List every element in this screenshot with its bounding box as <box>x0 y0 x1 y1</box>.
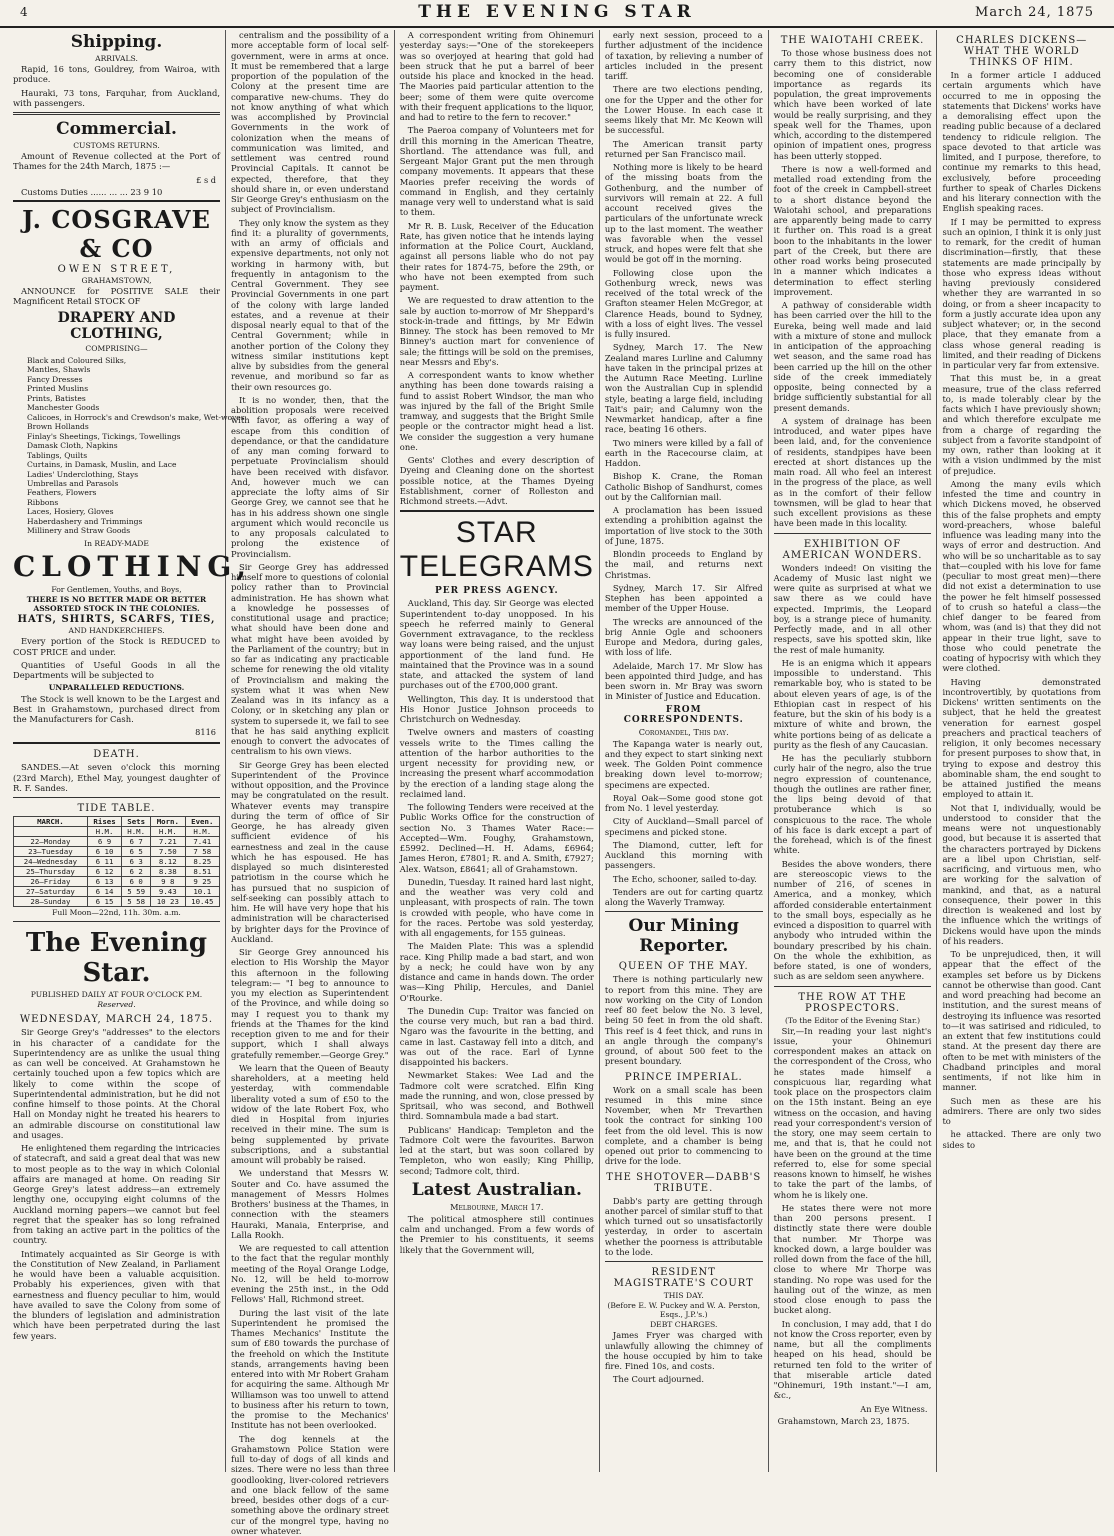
ad-item: Mantles, Shawls <box>27 365 220 374</box>
tide-subheader: H.M. <box>122 827 151 837</box>
article-paragraph: Gents' Clothes and every description of Dyeing and Cleaning done on the shortest possible notice, at the Thames Dyeing Establishment, corner of Rolleston and Richmond streets.—Advt. <box>400 455 594 506</box>
ad-item: Prints, Batistes <box>27 394 220 403</box>
article-paragraph: A correspondent wants to know whether anything has been done towards raising a fund to assist Robert Windsor, the man who was injured by the fall of the Bright Smile tramway, and suggests that the Bright Smile people or the contractor might head a list. We consider the suggestion a very humane one. <box>400 370 594 452</box>
tide-cell: 6 14 <box>87 887 121 897</box>
article-paragraph: Sydney, March 17. The New Zealand mares Lurline and Calumny have taken in the principal prizes at the Autumn Race Meeting. Lurline won the Australian Cup in splendid style, beating a large field, including Tait's pair; and Calumny won the Newmarket handicap, after a fine race, beating 16 others. <box>605 342 763 434</box>
letter-place: Grahamstown, March 23, 1875. <box>778 1416 928 1426</box>
article-paragraph: During the last visit of the late Superintendent he promised the Thames Mechanics' Institute the sum of £80 towards the purchase of the freehold on which the Institute stands, arrangements having been entered into with Mr Robert Graham for acquiring the same. Although Mr Williamson was too unwell to attend to business after his return to town, the promise to the Mechanics' Institute has not been overlooked. <box>231 1308 389 1431</box>
tide-cell: 22—Monday <box>14 837 88 847</box>
tide-cell: 6 15 <box>87 897 121 907</box>
shotover-heading: THE SHOTOVER—DABB'S TRIBUTE. <box>605 1172 763 1194</box>
ad-item: Brown Hollands <box>27 422 220 431</box>
column-3 <box>395 30 600 1472</box>
tide-cell: 26—Friday <box>14 877 88 887</box>
commercial-heading: Commercial. <box>13 119 220 139</box>
article-paragraph: Among the many evils which infested the time and country in which Dickens moved, he observed this of the false prophets and empty word-preachers, whose baleful influence was leading many into the ways of error and destruction. And who will be so uncharitable as to say that—coupled with his love for fame (peculiar to most great men)—there did not exist a determination to use the power he felt himself possessed of to crush so hateful a class—the chief danger to be feared from whom, was (and is) that they did not appear in their true light, save to those who could penetrate the coating of hypocrisy with which they were clothed. <box>942 479 1101 674</box>
editorial-date: WEDNESDAY, MARCH 24, 1875. <box>13 1014 220 1025</box>
article-paragraph: centralism and the possibility of a more acceptable form of local self-government, were in arms at once. It must be remembered that a large proportion of the population of the Colony at the present time are comparative new-chums. They do not know anything of what which was accomplished by Provincial Governments in the work of colonization when the means of communication was limited, and settlement was centred round Provincial Capitals. It cannot be expected, therefore, that they should share in, or even understand Sir George Grey's enthusiasm on the subject of Provincialism. <box>231 30 389 215</box>
tide-cell: 6 3 <box>122 857 151 867</box>
tide-cell: 5 59 <box>122 887 151 897</box>
customs-units: £ s d <box>17 175 216 185</box>
tide-col-header: Morn. <box>151 817 185 827</box>
article-paragraph: He has the peculiarly stubborn curly hair of the negro, also the true negro expression of countenance, though the outlines are rather finer, the lips being devoid of that protuberance which is so conspicuous to the race. The whole of his face is dark except a part of the forehead, which is of the finest white. <box>774 753 932 856</box>
ad-town: GRAHAMSTOWN, <box>13 276 220 285</box>
mining-reporter-heading: Our Mining Reporter. <box>605 916 763 956</box>
article-paragraph: In a former article I adduced certain arguments which have occurred to me in opposing the statements that Dickens' works have a demoralising effect upon the reading public because of a declared tendency to ridicule religion. The space devoted to that article was limited, and I purpose, therefore, to continue my remarks to this head, exclusively, before proceeding further to speak of Charles Dickens and his literary connection with the English speaking races. <box>942 70 1101 214</box>
prince-imperial-heading: PRINCE IMPERIAL. <box>605 1072 763 1083</box>
shipping-heading: Shipping. <box>13 32 220 52</box>
ad-item: Fancy Dresses <box>27 375 220 384</box>
column-6 <box>937 30 1106 1472</box>
ad-item: Calicoes, in Horrock's and Crewdson's make, Wet-woves <box>27 413 220 422</box>
article-paragraph: early next session, proceed to a further adjustment of the incidence of taxation, by relieving a number of articles included in the present tariff. <box>605 30 763 81</box>
waiotahi-heading: THE WAIOTAHI CREEK. <box>774 35 932 46</box>
editorial-paragraph: Sir George Grey's "addresses" to the electors in his character of a candidate for the Superintendency are as unlike the usual thing as can well be conceived. At Grahamstown he certainly touched upon a few topics which are likely to come within the scope of Superintendental administration, but he did not confine himself to those points. At the Choral Hall on Monday night he treated his hearers to an admirable discourse on constitutional law and usages. <box>13 1027 220 1140</box>
article-paragraph: Nothing more is likely to be heard of the missing boats from the Gothenburg, and the number of survivors will remain at 22. A full account received gives the particulars of the unfortunate wreck up to the last moment. The weather was favorable when the vessel struck, and hopes were felt that she would be got off in the morning. <box>605 162 763 265</box>
prospectors-subheading: (To the Editor of the Evening Star.) <box>774 1016 932 1025</box>
article-paragraph: There is nothing particularly new to report from this mine. They are now working on the City of London reef 80 feet below the No. 3 level, being 50 feet in from the old shaft. This reef is 4 feet thick, and runs in an angle through the company's ground, of about 500 feet to the present boundary. <box>605 974 763 1066</box>
queen-of-may-heading: QUEEN OF THE MAY. <box>605 961 763 972</box>
tide-cell: 7 58 <box>185 847 219 857</box>
editorial-paragraph: Intimately acquainted as Sir George is with the Constitution of New Zealand, in Parliament he would have been a valuable acquisition. Probably his experiences, given with that earnestness and fluency peculiar to him, would have availed to save the Colony from some of the blunders of legislation and administration which have been perpetrated during the last few years. <box>13 1249 220 1341</box>
tide-subheader: H.M. <box>185 827 219 837</box>
article-paragraph: To be unprejudiced, then, it will appear that the effect of the examples set before us by Dickens cannot be otherwise than good. Cant and word preaching had become an institution, and the surest means of destroying its influence was resorted to—it was satirised and ridiculed, to an extent that few institutions could stand. At the present day there are often to be met with ministers of the Chadband principles and moral sentiments, if not like him in manner. <box>942 949 1101 1093</box>
letter-paragraph: He states there were not more than 200 persons present. I distinctly state there were double that number. Mr Thorpe was knocked down, a large boulder was rolled down from the face of the hill, close to where Mr Thorpe was standing. No rope was used for the hauling out of the winze, as men stood close enough to pass the bucket along. <box>774 1203 932 1316</box>
tide-subheader: H.M. <box>151 827 185 837</box>
column-2 <box>226 30 395 1472</box>
article-paragraph: Royal Oak—Some good stone got from No. 1 level yesterday. <box>605 793 763 814</box>
tide-cell: 10 23 <box>151 897 185 907</box>
star-nameplate: The Evening Star. <box>13 928 220 988</box>
tide-cell: 6 7 <box>122 837 151 847</box>
ad-announce: ANNOUNCE for POSITIVE SALE their Magnificent Retail STOCK OF <box>13 286 220 307</box>
ad-stock: The Stock is well known to be the Largest and Best in Grahamstown, purchased direct from the Manufacturers for Cash. <box>13 694 220 725</box>
shipping-item: Hauraki, 73 tons, Farquhar, from Auckland, with passengers. <box>13 88 220 109</box>
article-paragraph: The Paeroa company of Volunteers met for drill this morning in the American Theatre, Shortland. The attendance was full, and Sergeant Major Grant put the men through company movements. It appears that these Maories prefer receiving the words of command in English, and they certainly manage very well to understand what is said to them. <box>400 125 594 217</box>
article-paragraph: Tenders are out for carting quartz along the Waverly Tramway. <box>605 887 763 908</box>
star-reserved: Reserved. <box>13 1000 220 1009</box>
masthead <box>0 0 1114 28</box>
tide-cell: 6 10 <box>87 847 121 857</box>
article-paragraph: Sir George Grey has been elected Superintendent of the Province without opposition, and the Province may be congratulated on the result. Whatever events may transpire during the term of office of Sir George, he has already given sufficient evidence of his earnestness and zeal in the cause which he has espoused. He has displayed so much disinterested patriotism in the course which he has pursued that no suspicion of self-seeking can possibly attach to him. He will have very hope that his administration will be characterised by brighter days for the Province of Auckland. <box>231 760 389 945</box>
article-paragraph: We are requested to draw attention to the sale by auction to-morrow of Mr Sheppard's stock-in-trade and fittings, by Mr Edwin Binney. The stock has been removed to Mr Binney's auction mart for convenience of sale; the fittings will be sold on the premises, near Messrs and Eby's. <box>400 295 594 367</box>
letter-paragraph: Sir,—In reading your last night's issue, your Ohinemuri correspondent makes an attack on the correspondent of the Cross, who he states made himself a conspicuous liar, regarding what took place on the prospectors claim on the 15th instant. Being an eye witness on the occasion, and having read your correspondent's version of the story, one may seem certain to me, and that is, that he could not have been on the ground at the time referred to, else for some special reasons known to himself, he wishes to take the part of the lambs, of whom he is likely one. <box>774 1026 932 1200</box>
ad-item-list <box>27 356 220 536</box>
ad-comprising: COMPRISING— <box>13 344 220 353</box>
telegram-paragraph: Publicans' Handicap: Templeton and the Tadmore Colt were the favourites. Barwon led at the start, but was soon collared by Templeton, who won easily; King Phillip, second; Tadmore colt, third. <box>400 1125 594 1176</box>
column-1 <box>8 30 226 1472</box>
table-row <box>14 887 220 897</box>
ad-street: OWEN STREET, <box>13 264 220 275</box>
tide-heading: TIDE TABLE. <box>13 803 220 814</box>
telegram-paragraph: The Dunedin Cup: Traitor was fancied on the course very much, but ran a bad third. Ngaro was the favourite in the betting, and came in last. Castaway fell into a ditch, and was out of the race. Earl of Lynne disappointed his backers. <box>400 1006 594 1068</box>
ad-item: Laces, Hosiery, Gloves <box>27 507 220 516</box>
tide-cell: 6 9 <box>87 837 121 847</box>
letter-paragraph: In conclusion, I may add, that I do not know the Cross reporter, even by name, but all the compliments heaped on his head, should be returned ten fold to the writer of that miserable article dated "Ohinemuri, 19th instant."—I am, &c., <box>774 1319 932 1401</box>
ad-handkerchiefs: AND HANDKERCHIEFS. <box>13 626 220 635</box>
ad-item: Ladies' Underclothing, Stays <box>27 470 220 479</box>
ad-hats: HATS, SHIRTS, SCARFS, TIES, <box>13 614 220 625</box>
telegram-paragraph: Dunedin, Tuesday. It rained hard last night, and the weather was very cold and unpleasant, with prospects of rain. The town is crowded with people, who have come in for the races. Pertobe was sold yesterday, with all engagements, for 155 guineas. <box>400 877 594 939</box>
article-paragraph: City of Auckland—Small parcel of specimens and picked stone. <box>605 816 763 837</box>
telegrams-subheading: PER PRESS AGENCY. <box>400 586 594 596</box>
tide-cell: 23—Tuesday <box>14 847 88 857</box>
table-row <box>14 857 220 867</box>
ad-better: THERE IS NO BETTER MADE OR BETTER ASSORTED STOCK IN THE COLONIES. <box>13 595 220 613</box>
latest-dateline: Melbourne, March 17. <box>400 1202 594 1212</box>
ad-for: For Gentlemen, Youths, and Boys, <box>13 585 220 594</box>
article-paragraph: To those whose business does not carry them to this district, now becoming one of considerable importance as regards its population, the great improvements which have been worked of late would be really surprising, and they speak well for the Thames, upon which, according to the distempered opinion of impatient ones, progress has been utterly stopped. <box>774 48 932 161</box>
tide-cell: 7.41 <box>185 837 219 847</box>
article-paragraph: A correspondent writing from Ohinemuri yesterday says:—"One of the storekeepers was so overjoyed at hearing that gold had been struck that he put a barrel of beer outside his place and knocked in the head. The Maories paid particular attention to the beer; some of them were quite overcome with their frequent applications to the liquor, and had to retire to the fern to recover." <box>400 30 594 122</box>
tide-table <box>13 816 220 907</box>
tide-cell: 8.51 <box>185 867 219 877</box>
ad-clothing: CLOTHING, <box>13 550 220 583</box>
cosgrave-advertisement <box>13 200 220 744</box>
correspondents-heading: FROM CORRESPONDENTS. <box>605 705 763 725</box>
column-5 <box>769 30 938 1472</box>
telegram-paragraph: Auckland, This day. Sir George was elected Superintendent to-day unopposed. In his speech he referred mainly to General Government extravagance, to the reckless way loans were being raised, and the unjust apportionment of the land fund. He maintained that the Province was in a sound state, and attacked the system of land purchases out of the £700,000 grant. <box>400 598 594 690</box>
tide-col-header: Even. <box>185 817 219 827</box>
article-paragraph: The Kapanga water is nearly out, and they expect to start sinking next week. The Golden Point commence breaking down level to-morrow; specimens are expected. <box>605 739 763 790</box>
article-paragraph: We understand that Messrs W. Souter and Co. have assumed the management of Messrs Holmes Brothers' business at the Thames, in connection with the steamers Hauraki, Manaia, Enterprise, and Lalla Rookh. <box>231 1168 389 1240</box>
article-paragraph: It is no wonder, then, that the abolition proposals were received with favor, as offering a way of escape from this condition of dependance, or that the candidature of any man coming forward to perpetuate Provincialism should have been received with disfavor. And, however much we can appreciate the lofty aims of Sir George Grey, we cannot see that he has in his address shown one single argument which would reconcile us to any proposals calculated to prolong the existence of Provincialism. <box>231 395 389 559</box>
tide-cell: 9 25 <box>185 877 219 887</box>
table-row <box>14 837 220 847</box>
tide-cell: 8.12 <box>151 857 185 867</box>
ad-ready-made: In READY-MADE <box>13 539 220 548</box>
court-day: THIS DAY. <box>605 1291 763 1300</box>
shipping-item: Rapid, 16 tons, Gouldrey, from Wairoa, with produce. <box>13 64 220 85</box>
ad-item: Black and Coloured Silks, <box>27 356 220 365</box>
star-published: PUBLISHED DAILY AT FOUR O'CLOCK P.M. <box>13 990 220 999</box>
article-paragraph: Such men as these are his admirers. There are only two sides to <box>942 1096 1101 1127</box>
letter-signature: An Eye Witness. <box>778 1404 928 1414</box>
tide-cell: 5 58 <box>122 897 151 907</box>
telegram-paragraph: Newmarket Stakes: Wee Lad and the Tadmore colt were scratched. Elfin King made the running, and won, close pressed by Spritsail, who was second, and Bothwell third. Somnambula made a bad start. <box>400 1070 594 1121</box>
article-paragraph: Sir George Grey announced his election to His Worship the Mayor this afternoon in the following telegram:— "I beg to announce to you my election as Superintendent of the Province, and while doing so may I request you to thank my friends at the Thames for the kind reception given to me and for their support, which I shall always gratefully remember.—George Grey." <box>231 947 389 1060</box>
article-paragraph: A system of drainage has been introduced, and water pipes have been laid, and, for the convenience of residents, standpipes have been erected at short distances up the main road. All who feel an interest in the progress of the place, as well as in the comfort of their fellow townsmen, will be glad to hear that such excellent provisions as these have been made in this locality. <box>774 416 932 529</box>
tide-cell: 10.45 <box>185 897 219 907</box>
article-paragraph: The Court adjourned. <box>605 1374 763 1384</box>
article-paragraph: James Fryer was charged with unlawfully allowing the chimney of the house occupied by him to take fire. Fined 10s, and costs. <box>605 1330 763 1371</box>
tide-col-header: Sets <box>122 817 151 827</box>
editorial-paragraph: He enlightened them regarding the intricacies of statecraft, and said a great deal that was new to most people as to the way in which Colonial affairs are managed at home. On reading Sir George Grey's latest address—an extremely lengthy one, occupying eight columns of the Auckland morning papers—we cannot but feel regret that the speaker has so long refrained from taking an active part in the politics of the country. <box>13 1143 220 1246</box>
tide-col-header: MARCH. <box>14 817 88 827</box>
table-row <box>14 877 220 887</box>
ad-item: Umbrellas and Parasols <box>27 479 220 488</box>
ad-drapery: DRAPERY AND CLOTHING, <box>13 310 220 342</box>
article-paragraph: The American transit party returned per San Francisco mail. <box>605 139 763 160</box>
article-paragraph: There are two elections pending, one for the Upper and the other for the Lower House. In each case it seems likely that Mr. Mc Keown will be successful. <box>605 84 763 135</box>
article-paragraph: Work on a small scale has been resumed in this mine since November, when Mr Trevarthen took the contract for sinking 100 feet from the old level. This is now complete, and a chamber is being opened out prior to commencing to drive for the lode. <box>605 1085 763 1167</box>
tide-cell: 6 13 <box>87 877 121 887</box>
death-notice: SANDES.—At seven o'clock this morning (23rd March), Ethel May, youngest daughter of R. F. Sandes. <box>13 762 220 793</box>
tide-cell: 9.43 <box>151 887 185 897</box>
telegram-paragraph: Twelve owners and masters of coasting vessels write to the Times calling the attention of the harbor authorities to the urgent necessity for providing new, or increasing the present wharf accommodation by the erection of a landing stage along the reclaimed land. <box>400 727 594 799</box>
article-paragraph: Mr R. B. Lusk, Receiver of the Education Rate, has given notice that he intends laying information at the Police Court, Auckland, against all persons liable who do not pay their rates for 1874-75, before the 29th, or who have not been exempted from such payment. <box>400 221 594 293</box>
dickens-heading: CHARLES DICKENS—WHAT THE WORLD THINKS OF HIM. <box>942 35 1101 68</box>
exhibition-heading: EXHIBITION OF AMERICAN WONDERS. <box>774 539 932 561</box>
customs-heading: CUSTOMS RETURNS. <box>13 141 220 150</box>
article-paragraph: Two miners were killed by a fall of earth in the Racecourse claim, at Haddon. <box>605 438 763 469</box>
telegram-paragraph: Wellington, This day. It is understood that His Honor Justice Johnson proceeds to Christchurch on Wednesday. <box>400 694 594 725</box>
telegram-paragraph: The Maiden Plate: This was a splendid race. King Philip made a bad start, and won by a neck; he could have won by any distance and came in hands down. The order was—King Philip, Hercules, and Daniel O'Rourke. <box>400 941 594 1003</box>
correspondents-dateline: Coromandel, This day. <box>605 727 763 737</box>
article-paragraph: The political atmosphere still continues calm and unchanged. From a few words of the Premier to his constituents, it seems likely that the Government will, <box>400 1214 594 1255</box>
ad-unparalleled: UNPARALLELED REDUCTIONS. <box>13 683 220 692</box>
tide-cell: 6 5 <box>122 847 151 857</box>
court-heading: RESIDENT MAGISTRATE'S COURT <box>605 1267 763 1289</box>
article-paragraph: We are requested to call attention to the fact that the regular monthly meeting of the Royal Orange Lodge, No. 12, will be held to-morrow evening the 25th inst., in the Odd Fellows' Hall, Richmond street. <box>231 1243 389 1305</box>
article-paragraph: We learn that the Queen of Beauty shareholders, at a meeting held yesterday, with commendable liberality voted a sum of £50 to the widow of the late Robert Fox, who died in Hospital from injuries received in their mine. The sum is being supplemented by private subscriptions, and a substantial amount will probably be raised. <box>231 1063 389 1166</box>
ad-item: Damask Cloth, Napkins <box>27 441 220 450</box>
tide-cell: 27—Saturday <box>14 887 88 897</box>
column-4 <box>600 30 769 1472</box>
article-paragraph: They only know the system as they find it: a plurality of governments, with an army of officials and expensive departments, not only not working in harmony with, but frequently in antagonism to the Central Government. They see Provincial Governments in one part of the colony with large landed estates, and a revenue at their disposal nearly equal to that of the Central Government; while in another portion of the Colony they witness similar institutions kept alive by subsidies from the general revenue, and moribund so far as their own resources go. <box>231 218 389 392</box>
article-paragraph: Following close upon the Gothenburg wreck, news was received of the total wreck of the Grafton steamer Helen McGregor, at Clarence Heads, bound to Sydney, with a loss of eight lives. The vessel is fully insured. <box>605 268 763 340</box>
tide-cell: 6 11 <box>87 857 121 867</box>
tide-cell: 28—Sunday <box>14 897 88 907</box>
tide-subheader: H.M. <box>87 827 121 837</box>
tide-cell: 6 0 <box>122 877 151 887</box>
table-row <box>14 847 220 857</box>
article-paragraph: Adelaide, March 17. Mr Slow has been appointed third Judge, and has been sworn in. Mr Bray was sworn in Minister of Justice and Education. <box>605 661 763 702</box>
tide-cell: 8.38 <box>151 867 185 877</box>
death-heading: DEATH. <box>13 749 220 760</box>
court-before: (Before E. W. Puckey and W. A. Perston, Esqs., J.P.'s.) <box>605 1301 763 1319</box>
customs-line: Customs Duties ...... ... ... 23 9 10 <box>13 187 220 197</box>
article-paragraph: He is an enigma which it appears impossible to understand. This remarkable boy, who is stated to be about eleven years of age, is of the Ethiopian cast in respect of his feature, but the skin of his body is a mixture of white and brown, the white portions being of as delicate a purity as the flesh of any Caucasian. <box>774 658 932 750</box>
article-paragraph: A pathway of considerable width has been carried over the hill to the Eureka, being well made and laid with a mixture of stone and mullock in anticipation of the approaching wet season, and the same road has been carried up the hill on the other side of the creek immediately opposite, being connected by a bridge sufficiently substantial for all present demands. <box>774 300 932 413</box>
ad-item: Curtains, in Damask, Muslin, and Lace <box>27 460 220 469</box>
article-paragraph: Dabb's party are getting through another parcel of similar stuff to that which turned out so unsatisfactorily yesterday, in order to ascertain whether the poorness is attributable to the lode. <box>605 1196 763 1258</box>
tide-subheader <box>14 827 88 837</box>
article-paragraph: Besides the above wonders, there are stereoscopic views to the number of 216, of scenes in America, and a monkey, which afforded considerable entertainment to the small boys, especially as he evinced a disposition to quarrel with anybody who intruded within the boundary prescribed by his chain. On the whole the exhibition, as before stated, is one of wonders, such as are seldom seen anywhere. <box>774 859 932 982</box>
article-paragraph: There is now a well-formed and metalled road extending from the foot of the creek in Campbell-street to a short distance beyond the Waiotahi school, and preparations are apparently being made to carry it further on. This road is a great boon to the inhabitants in the lower part of the Creek, but there are other road works being prosecuted in a manner which indicates a determination to effect sterling improvement. <box>774 164 932 297</box>
tide-cell: 10.1 <box>185 887 219 897</box>
ad-item: Millinery and Straw Goods <box>27 526 220 535</box>
arrivals-heading: ARRIVALS. <box>13 54 220 63</box>
tide-cell: 9 8 <box>151 877 185 887</box>
customs-text: Amount of Revenue collected at the Port of Thames for the 24th March, 1875 :— <box>13 151 220 172</box>
article-paragraph: That this must be, in a great measure, true of the class referred to, is made tolerably clear by the facts which I have previously shown; and which therefore exculpate me from a charge of regarding the subject from a favorite standpoint of my own, rather than looking at it with a vision undimmed by the mist of prejudice. <box>942 373 1101 476</box>
ad-item: Manchester Goods <box>27 403 220 412</box>
ad-item: Feathers, Flowers <box>27 488 220 497</box>
tide-cell: 7.21 <box>151 837 185 847</box>
ad-every: Every portion of the Stock is REDUCED to COST PRICE and under. <box>13 636 220 657</box>
court-debt: DEBT CHARGES. <box>605 1320 763 1329</box>
article-paragraph: Having demonstrated incontrovertibly, by quotations from Dickens' written sentiments on the subject, that he held the greatest veneration for earnest gospel preachers and practical teachers of religion, it only becomes necessary for present purposes to show that, in trying to expose and destroy this abominable sham, the end sought to be attained justified the means employed to attain it. <box>942 677 1101 800</box>
table-row <box>14 897 220 907</box>
page-number: 4 <box>20 5 28 19</box>
article-paragraph: If I may be permitted to express such an opinion, I think it is only just to remark, for the credit of human discrimination—firstly, that these statements are made principally by those who express ideas without having previously considered whether they are warranted in so doing, or from a sheer incapacity to form a justly accurate idea upon any subject whatever; or, in the second place, that they emanate from a class whose general reading is limited, and their reading of Dickens in particular very far from extensive. <box>942 217 1101 371</box>
newspaper-title: THE EVENING STAR <box>0 2 1114 22</box>
issue-date: March 24, 1875 <box>975 5 1094 20</box>
prospectors-heading: THE ROW AT THE PROSPECTORS. <box>774 992 932 1014</box>
article-tail: he attacked. There are only two sides to <box>942 1129 1101 1150</box>
article-paragraph: Not that I, individually, would be understood to consider that the means were not unquestionably good, but because it is asserted that the characters portrayed by Dickens are a libel upon Christian, self-sacrificing, and virtuous men, who are working for the salvation of mankind, and that, as a natural consequence, their power in this direction is weakened and lost by the influence which the writings of Dickens would have upon the minds of his readers. <box>942 803 1101 947</box>
tide-cell: 8.25 <box>185 857 219 867</box>
article-paragraph: The dog kennels at the Grahamstown Police Station were full to-day of dogs of all kinds and sizes. There were no less than three goodlooking, liver-colored retrievers and one black fellow of the same breed, besides other dogs of a cur-something above the ordinary street cur of the mongrel type, having no owner whatever. <box>231 1434 389 1536</box>
article-paragraph: Bishop K. Crane, the Roman Catholic Bishop of Sandhurst, comes out by the Californian mail. <box>605 471 763 502</box>
ad-item: Finlay's Sheetings, Tickings, Towellings <box>27 432 220 441</box>
ad-number: 8116 <box>17 727 216 737</box>
ad-item: Tablings, Quilts <box>27 451 220 460</box>
latest-australian-heading: Latest Australian. <box>400 1180 594 1200</box>
article-paragraph: The wrecks are announced of the brig Annie Ogle and schooners Europe and Medora, during gales, with loss of life. <box>605 617 763 658</box>
tide-footnote: Full Moon—22nd, 11h. 30m. a.m. <box>13 908 220 917</box>
ad-quantities: Quantities of Useful Goods in all the Departments will be subjected to <box>13 660 220 681</box>
ad-item: Ribbons <box>27 498 220 507</box>
tide-col-header: Rises <box>87 817 121 827</box>
article-paragraph: Sir George Grey has addressed himself more to questions of colonial policy rather than to Provincial administration. He has shown what a knowledge he possesses of constitutional usage and practice; what should have been done and what might have been avoided by the Parliament of the country; but in so far as indicating any practicable scheme for renewing the old vitality of Provincialism and making the system what it was when New Zealand was in its infancy as a Colony, or in sketching any plan or system to supersede it, we fail to see that he has said anything explicit enough to convert the advocates of centralism to his own views. <box>231 562 389 757</box>
ad-item: Haberdashery and Trimmings <box>27 517 220 526</box>
tide-cell: 6 12 <box>87 867 121 877</box>
ad-company-name: J. COSGRAVE & CO <box>13 205 220 263</box>
ad-item: Printed Muslins <box>27 384 220 393</box>
article-paragraph: A proclamation has been issued extending a prohibition against the importation of live stock to the 30th of June, 1875. <box>605 505 763 546</box>
tide-cell: 25—Thursday <box>14 867 88 877</box>
article-paragraph: The Echo, schooner, sailed to-day. <box>605 874 763 884</box>
telegram-paragraph: The following Tenders were received at the Public Works Office for the construction of section No. 3 Thames Water Race:—Accepted—Wm. Foughy, Grahamstown, £5992. Declined—H. H. Adams, £6964; James Heron, £7801; R. and A. Smith, £7927; Alex. Watson, £8641; all of Grahamstown. <box>400 802 594 874</box>
article-paragraph: The Diamond, cutter, left for Auckland this morning with passengers. <box>605 840 763 871</box>
telegrams-heading: STAR TELEGRAMS <box>400 510 594 584</box>
tide-cell: 6 2 <box>122 867 151 877</box>
tide-cell: 7.50 <box>151 847 185 857</box>
article-paragraph: Blondin proceeds to England by the mail, and returns next Christmas. <box>605 549 763 580</box>
tide-cell: 24—Wednesday <box>14 857 88 867</box>
article-paragraph: Sydney, March 17. Sir Alfred Stephen has been appointed a member of the Upper House. <box>605 583 763 614</box>
article-paragraph: Wonders indeed! On visiting the Academy of Music last night we were quite as surprised at what we saw there as we could have expected. Imprimis, the Leopard boy, is a strange piece of humanity. Perfectly made, and in all other respects, save his spotted skin, like the rest of male humanity. <box>774 563 932 655</box>
table-row <box>14 867 220 877</box>
